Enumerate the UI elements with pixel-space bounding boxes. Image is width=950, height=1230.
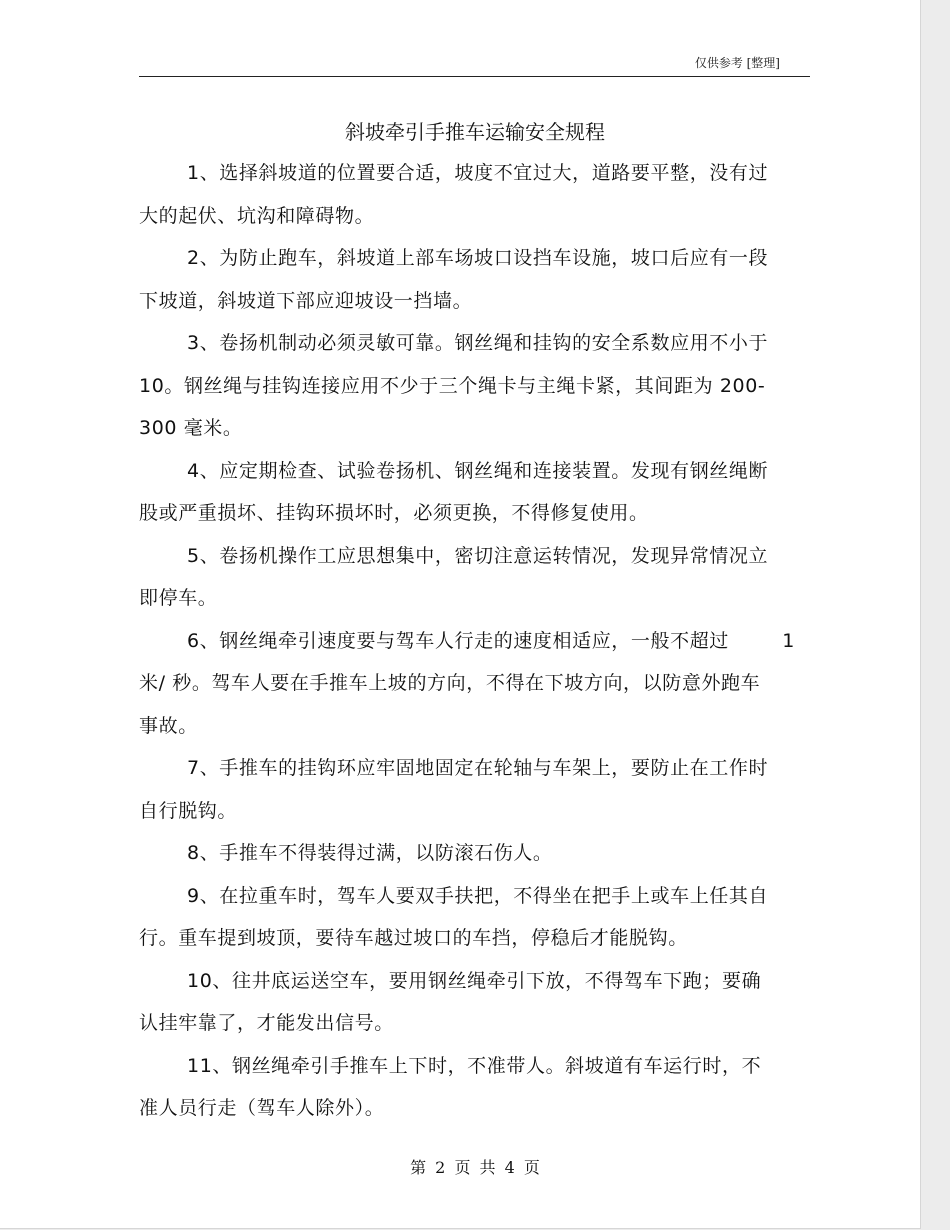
paragraph-6-line [139, 620, 795, 663]
paragraph-6-continued: 米/ 秒。驾车人要在手推车上坡的方向，不得在下坡方向，以防意外跑车事故。 [139, 672, 761, 737]
paragraph-10: 10、往井底运送空车，要用钢丝绳牵引下放，不得驾车下跑；要确认挂牢靠了，才能发出信号。 [139, 969, 762, 1034]
paragraph-1: 1、选择斜坡道的位置要合适，坡度不宜过大，道路要平整，没有过大的起伏、坑沟和障碍物。 [139, 162, 769, 227]
paragraph-2: 2、为防止跑车，斜坡道上部车场坡口设挡车设施，坡口后应有一段下坡道，斜坡道下部应迎坡设一挡墙。 [139, 247, 769, 312]
paragraph-3: 3、卷扬机制动必须灵敏可靠。钢丝绳和挂钩的安全系数应用不小于 10。钢丝绳与挂钩连接应用不少于三个绳卡与主绳卡紧，其间距为 200-300 毫米。 [139, 332, 769, 439]
paragraph-11: 11、钢丝绳牵引手推车上下时，不准带人。斜坡道有车运行时，不准人员行走（驾车人除外）。 [139, 1054, 762, 1119]
header-divider [139, 76, 810, 77]
header-note: 仅供参考 [整理] [694, 56, 780, 70]
page-footer: 第 2 页 共 4 页 [410, 1158, 540, 1177]
paragraph-4: 4、应定期检查、试验卷扬机、钢丝绳和连接装置。发现有钢丝绳断股或严重损坏、挂钩环损坏时，必须更换，不得修复使用。 [139, 459, 769, 524]
paragraph-7: 7、手推车的挂钩环应牢固地固定在轮轴与车架上，要防止在工作时自行脱钩。 [139, 757, 769, 822]
paragraph-9: 9、在拉重车时，驾车人要双手扶把，不得坐在把手上或车上任其自行。重车提到坡顶，要待车越过坡口的车挡，停稳后才能脱钩。 [139, 884, 769, 949]
paragraph-6-number: 1 [782, 629, 795, 652]
paragraph-5: 5、卷扬机操作工应思想集中，密切注意运转情况，发现异常情况立即停车。 [139, 544, 769, 609]
document-title: 斜坡牵引手推车运输安全规程 [345, 120, 605, 144]
paragraph-6-text: 6、钢丝绳牵引速度要与驾车人行走的速度相适应，一般不超过 [187, 629, 729, 652]
paragraph-8: 8、手推车不得装得过满，以防滚石伤人。 [187, 842, 553, 864]
document-body [139, 152, 795, 1130]
